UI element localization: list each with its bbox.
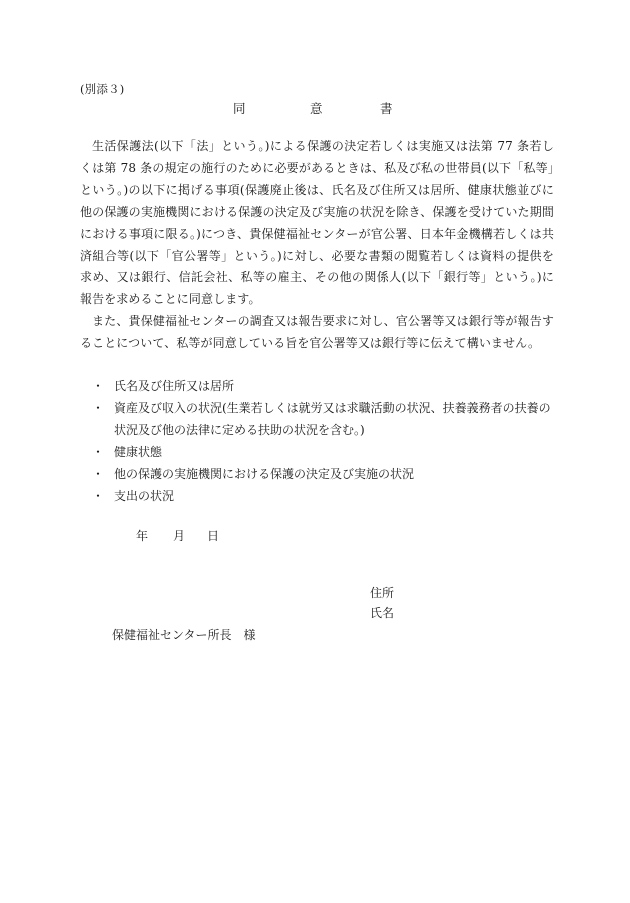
- list-item: [92, 398, 554, 442]
- bullet-icon: ・: [92, 466, 105, 481]
- name-label: 氏名: [370, 606, 395, 620]
- bullet-icon: ・: [92, 488, 105, 503]
- title-char-3: 書: [380, 101, 393, 116]
- list-item-text: 支出の状況: [114, 488, 175, 503]
- list-item-text: 資産及び収入の状況(生業若しくは就労又は求職活動の状況、扶養義務者の扶養の状況及び他の法律に定める扶助の状況を含む。): [114, 400, 551, 437]
- consent-paragraph-2: また、貴保健福祉センターの調査又は報告要求に対し、官公署等又は銀行等が報告することについて、私等が同意している旨を官公署等又は銀行等に伝えて構いません。: [80, 314, 554, 351]
- date-line: [0, 527, 630, 545]
- item-list: [92, 376, 554, 507]
- addressee: 保健福祉センター所長 様: [112, 628, 256, 642]
- list-item-text: 他の保護の実施機関における保護の決定及び実施の状況: [114, 466, 415, 481]
- date-day-label: 日: [207, 529, 220, 543]
- bullet-icon: ・: [92, 379, 105, 393]
- consent-paragraph-1: 生活保護法(以下「法」という。)による保護の決定若しくは実施又は法第 77 条若しくは第 78 条の規定の施行のために必要があるときは、私及び私の世帯員(以下「私等」という。)の以下に掲げる事項(保護廃止後は、氏名及び住所又は居所、健康状態並びに他の保護の実施機関における保護の決定及び実施の状況を除き、保護を受けていた期間における事項に限る。)につき、貴保健福祉センターが官公署、日本年金機構若しくは共済組合等(以下「官公署等」という。)に対し、必要な書類の閲覧若しくは資料の提供を求め、又は銀行、信託会社、私等の雇主、その他の関係人(以下「銀行等」という。)に報告を求めることに同意します。: [80, 139, 554, 307]
- document-title: [0, 99, 630, 117]
- address-label: 住所: [370, 586, 395, 600]
- list-item-text: 氏名及び住所又は居所: [114, 379, 235, 393]
- list-item-text: 健康状態: [114, 444, 163, 459]
- list-item: [92, 442, 554, 464]
- bullet-icon: ・: [92, 400, 105, 415]
- bullet-icon: ・: [92, 444, 105, 459]
- list-item: [92, 376, 554, 398]
- list-item: [92, 486, 554, 508]
- consent-body: [80, 136, 554, 355]
- attachment-label: (別添３): [80, 82, 125, 96]
- date-year-label: 年: [136, 529, 149, 543]
- date-month-label: 月: [173, 529, 186, 543]
- title-char-2: 意: [310, 101, 323, 116]
- list-item: [92, 464, 554, 486]
- title-char-1: 同: [233, 101, 246, 116]
- signature-block: [370, 583, 394, 623]
